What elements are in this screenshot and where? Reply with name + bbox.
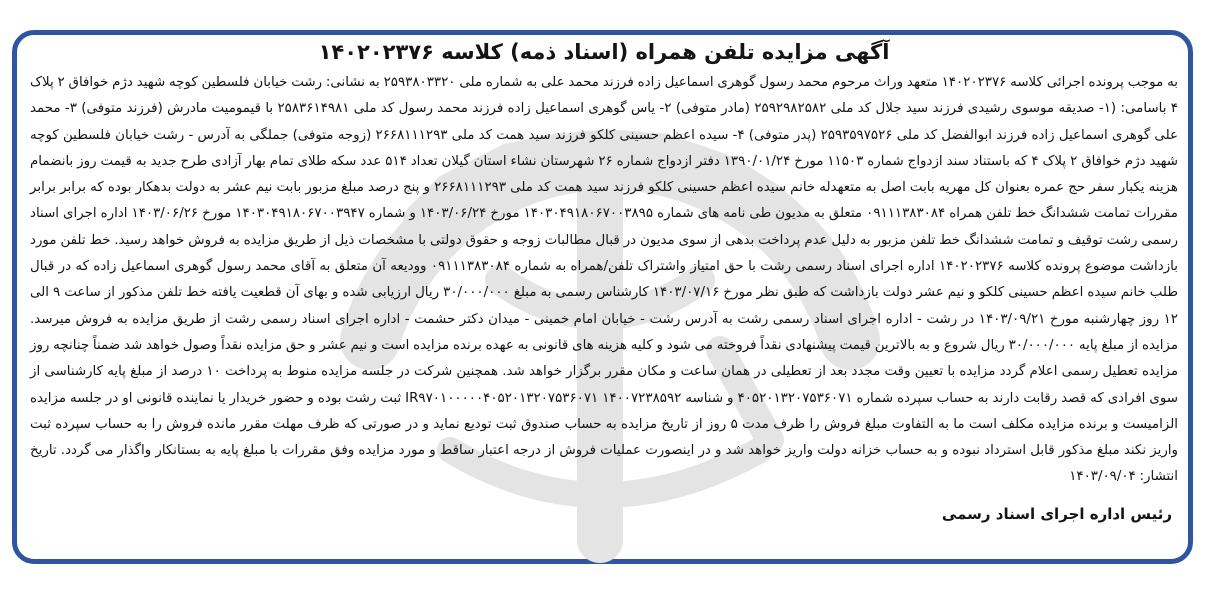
signature: رئیس اداره اجرای اسناد رسمی	[941, 504, 1172, 523]
notice-content	[30, 38, 1178, 525]
notice-title: آگهی مزایده تلفن همراه (اسناد ذمه) کلاسه ۱۴۰۲۰۲۳۷۶	[318, 40, 890, 64]
notice-body: به موجب پرونده اجرائی کلاسه ۱۴۰۲۰۲۳۷۶ متعهد وراث مرحوم محمد رسول گوهری اسماعیل زاده فرزند محمد علی به شماره ملی ۲۵۹۳۸۰۳۳۲۰ به نشانی: رشت خیابان فلسطین کوچه شهید دژم خوافاق ۲ پلاک ۴ باسامی: (۱- صدیقه موسوی رشیدی فرزند سید جلال کد ملی ۲۵۹۲۹۸۲۵۸۲ (مادر متوفی) ۲- یاس گوهری اسماعیل زاده فرزند محمد رسول کد ملی ۲۵۸۳۶۱۴۹۸۱ با قیمومیت مادرش (فرزند متوفی) ۳- محمد علی گوهری اسماعیل زاده فرزند ابوالفضل کد ملی ۲۵۹۳۵۹۷۵۲۶ (پدر متوفی) ۴- سیده اعظم حسینی کلکو فرزند سید همت کد ملی ۲۶۶۸۱۱۱۲۹۳ (زوجه متوفی) جملگی به آدرس - رشت خیابان فلسطین کوچه شهید دژم خوافاق ۲ پلاک ۴ که باستناد سند ازدواج شماره ۱۱۵۰۳ مورخ ۱۳۹۰/۰۱/۲۴ دفتر ازدواج شماره ۲۶ شهرستان نشاء استان گیلان تعداد ۵۱۴ عدد سکه طلای تمام بهار آزادی طرح جدید به قیمت روز بانضمام هزینه یکبار سفر حج عمره بعنوان کل مهریه بابت اصل به متعهدله خانم سیده اعظم حسینی کلکو فرزند سید همت کد ملی ۲۶۶۸۱۱۱۲۹۳ و پنج درصد مبلغ مزبور بابت نیم عشر به دولت بدهکار بوده که برابر برابر مقررات تمامت ششدانگ خط تلفن همراه ۰۹۱۱۱۳۸۳۰۸۴ متعلق به مدیون طی نامه های شماره ۱۴۰۳۰۴۹۱۸۰۶۷۰۰۳۸۹۵ مورخ ۱۴۰۳/۰۶/۲۴ و شماره ۱۴۰۳۰۴۹۱۸۰۶۷۰۰۳۹۴۷ مورخ ۱۴۰۳/۰۶/۲۶ اداره اجرای اسناد رسمی رشت توقیف و تمامت ششدانگ خط تلفن مزبور به دلیل عدم پرداخت بدهی از سوی مدیون در قبال مطالبات زوجه و حقوق دولتی با مشخصات ذیل از طریق مزایده به فروش خواهد رسید. خط تلفن مورد بازداشت موضوع پرونده کلاسه ۱۴۰۲۰۲۳۷۶ اداره اجرای اسناد رسمی رشت با حق امتیاز واشتراک تلفن/همراه به شماره ۰۹۱۱۱۳۸۳۰۸۴ وودیعه آن متعلق به آقای محمد رسول گوهری اسماعیل زاده که در قبال طلب خانم سیده اعظم حسینی کلکو و نیم عشر دولت بازداشت که طبق نظر مورخ ۱۴۰۳/۰۷/۱۶ کارشناس رسمی به مبلغ ۳۰/۰۰۰/۰۰۰ ریال ارزیابی شده و بهای آن قطعیت یافته خط تلفن مذکور از ساعت ۹ الی ۱۲ روز چهارشنبه مورخ ۱۴۰۳/۰۹/۲۱ در رشت - اداره اجرای اسناد رسمی رشت به آدرس رشت - خیابان امام خمینی - میدان دکتر حشمت - اداره اجرای اسناد رسمی رشت از طریق مزایده به فروش میرسد. مزایده از مبلغ پایه ۳۰/۰۰۰/۰۰۰ ریال شروع و به بالاترین قیمت پیشنهادی نقداً فروخته می شود و کلیه هزینه های قانونی به عهده برنده مزایده است و نیم عشر و حق مزایده نقداً وصول خواهد شد ضمناً چنانچه روز مزایده تعطیل رسمی اعلام گردد مزایده با تعیین وقت مجدد بعد از تعطیلی در همان ساعت و مکان مقرر برگزار خواهد شد. همچنین شرکت در جلسه مزایده منوط به پرداخت ۱۰ درصد از مبلغ پایه کارشناسی از سوی افرادی که قصد رقابت دارند به حساب سپرده شماره ۴۰۵۲۰۱۳۲۰۷۵۳۶۰۷۱ و شناسه ۱۴۰۰۷۲۳۸۵۹۲ IR۹۷۰۱۰۰۰۰۰۴۰۵۲۰۱۳۲۰۷۵۳۶۰۷۱ ثبت رشت بوده و حضور خریدار یا نماینده قانونی او در جلسه مزایده الزامیست و برنده مزایده مکلف است ما به التفاوت مبلغ فروش را ظرف مدت ۵ روز از تاریخ مزایده به حساب صندوق ثبت تودیع نماید و در صورتی که ظرف مهلت مقرر مانده فروش را به حساب سپرده ثبت واریز نکند مبلغ مذکور قابل استرداد نبوده و به حساب خزانه دولت واریز خواهد شد و در اینصورت عملیات فروش از درجه اعتبار ساقط و مورد مزایده وفق مقررات با مبلغ پایه به بستانکار واگذار می گردد. تاریخ انتشار: ۱۴۰۳/۰۹/۰۴	[30, 75, 1179, 485]
